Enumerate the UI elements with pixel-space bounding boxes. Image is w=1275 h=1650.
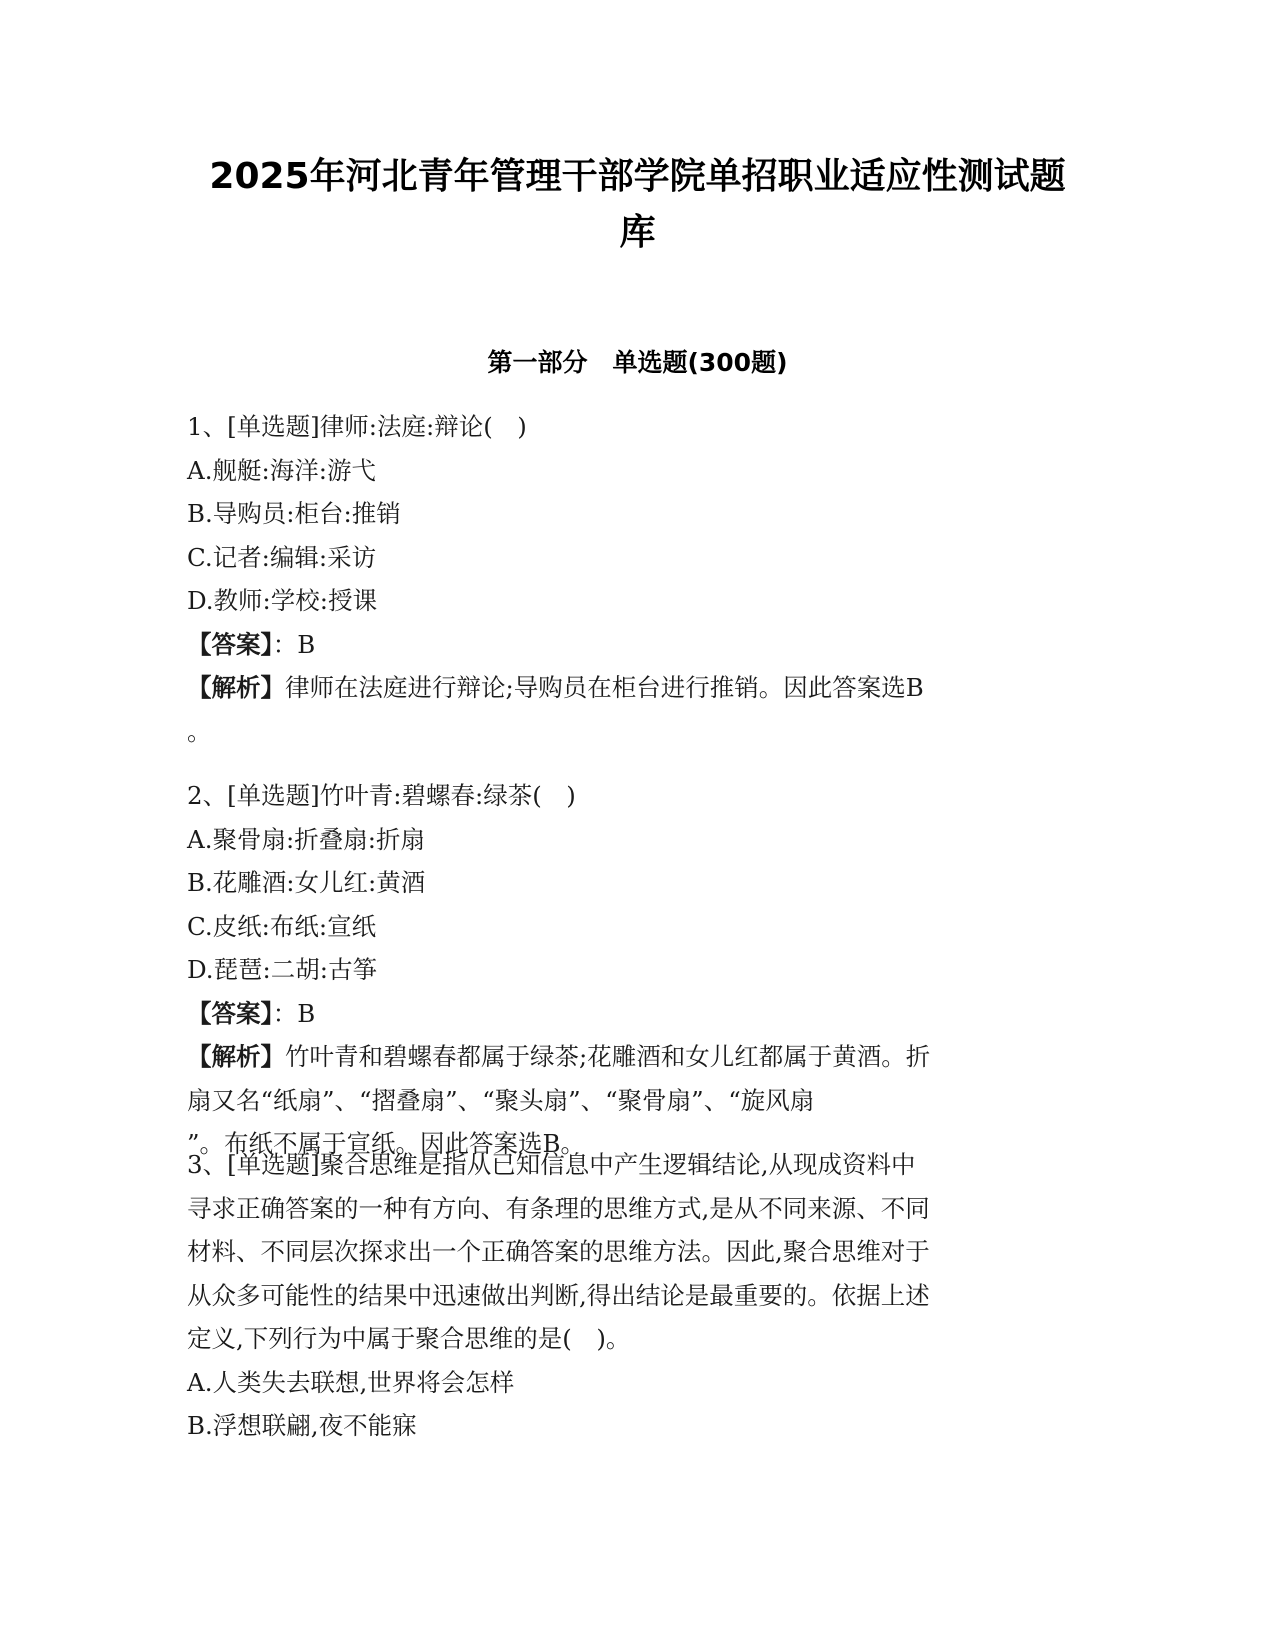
section-heading: 第一部分 单选题(300题) [487, 348, 788, 377]
answer-line [187, 623, 1087, 667]
option-a: A.聚骨扇:折叠扇:折扇 [187, 824, 425, 854]
question-3 [187, 1143, 1087, 1448]
answer-line [187, 992, 1087, 1036]
analysis-label: 【解析】 [187, 1042, 285, 1071]
option-c: C.记者:编辑:采访 [187, 542, 377, 572]
answer-value: ：B [272, 629, 316, 659]
answer-label: 【答案】 [187, 998, 273, 1028]
document-title-continuation: 库 [619, 212, 656, 253]
option-b: B.花雕酒:女儿红:黄酒 [187, 868, 426, 897]
option-d: D.教师:学校:授课 [187, 586, 378, 615]
question-1 [187, 405, 1087, 753]
analysis-text-continuation: 。 [187, 716, 212, 746]
question-stem-continuation: 定义,下列行为中属于聚合思维的是( )。 [187, 1324, 631, 1353]
question-stem-continuation: 材料、不同层次探求出一个正确答案的思维方法。因此,聚合思维对于 [187, 1237, 930, 1266]
analysis-text: 律师在法庭进行辩论;导购员在柜台进行推销。因此答案选B [285, 673, 924, 702]
option-d: D.琵琶:二胡:古筝 [187, 955, 378, 984]
option-b: B.导购员:柜台:推销 [187, 499, 401, 528]
question-stem: 3、[单选题]聚合思维是指从已知信息中产生逻辑结论,从现成资料中 [187, 1150, 916, 1179]
option-b: B.浮想联翩,夜不能寐 [187, 1411, 417, 1440]
analysis-text-continuation: 扇又名“纸扇”、“摺叠扇”、“聚头扇”、“聚骨扇”、“旋风扇 [187, 1085, 815, 1115]
question-stem-continuation: 从众多可能性的结果中迅速做出判断,得出结论是最重要的。依据上述 [187, 1280, 930, 1310]
analysis-text-continuation: ”。布纸不属于宣纸。因此答案选B。 [187, 1129, 586, 1158]
answer-value: ：B [272, 998, 316, 1028]
question-stem: 1、[单选题]律师:法庭:辩论( ) [187, 412, 527, 441]
analysis-line [187, 1035, 1087, 1079]
analysis-line [187, 666, 1087, 710]
analysis-label: 【解析】 [187, 673, 285, 702]
option-a: A.人类失去联想,世界将会怎样 [187, 1367, 515, 1397]
document-title: 2025年河北青年管理干部学院单招职业适应性测试题 [209, 156, 1066, 197]
question-stem-continuation: 寻求正确答案的一种有方向、有条理的思维方式,是从不同来源、不同 [187, 1193, 930, 1223]
analysis-text: 竹叶青和碧螺春都属于绿茶;花雕酒和女儿红都属于黄酒。折 [285, 1042, 931, 1071]
question-2 [187, 774, 1087, 1166]
answer-label: 【答案】 [187, 629, 273, 659]
option-c: C.皮纸:布纸:宣纸 [187, 911, 377, 941]
question-stem: 2、[单选题]竹叶青:碧螺春:绿茶( ) [187, 781, 576, 810]
option-a: A.舰艇:海洋:游弋 [187, 455, 376, 485]
